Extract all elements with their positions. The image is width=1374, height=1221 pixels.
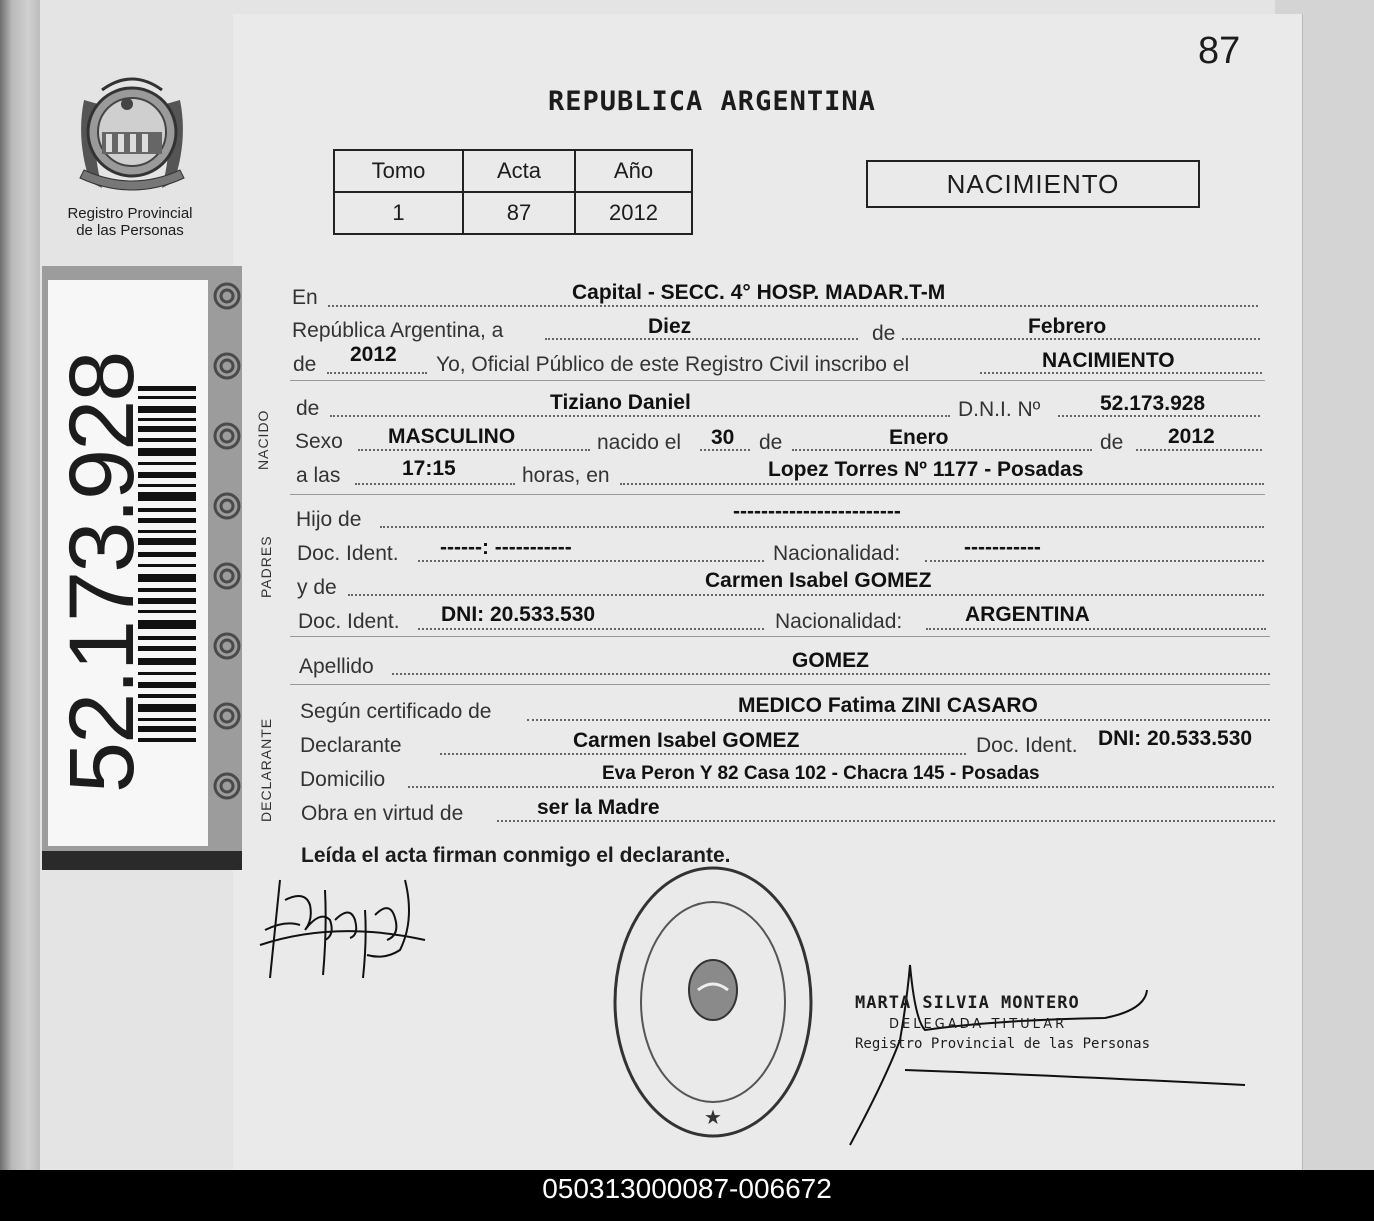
date-month: Febrero <box>1028 315 1107 338</box>
born-dni: 52.173.928 <box>1100 392 1206 415</box>
registrar-stamp <box>855 993 1150 1052</box>
born-month: Enero <box>889 426 949 449</box>
book-spine <box>0 0 40 1170</box>
dotted-line <box>358 449 590 451</box>
anio-header: Año <box>575 150 692 192</box>
dotted-line <box>925 560 1264 562</box>
born-time-label: a las <box>296 464 341 487</box>
dotted-line <box>497 820 1275 822</box>
address-value: Eva Peron Y 82 Casa 102 - Chacra 145 - Posadas <box>602 763 1040 784</box>
date-country-label: República Argentina, a <box>292 319 504 342</box>
acta-value: 87 <box>463 192 575 234</box>
dotted-line <box>1136 449 1262 451</box>
registrar-name: MARTA SILVIA MONTERO <box>855 993 1080 1013</box>
place-label: En <box>292 286 318 309</box>
anio-value: 2012 <box>575 192 692 234</box>
section-label-declarant: DECLARANTE <box>258 717 274 822</box>
place-value: Capital - SECC. 4° HOSP. MADAR.T-M <box>572 281 946 304</box>
date-de-label: de <box>872 322 896 345</box>
dotted-line <box>527 719 1270 721</box>
section-label-born: NACIDO <box>255 409 271 470</box>
dotted-line <box>330 415 950 417</box>
section-divider <box>290 636 1270 637</box>
dotted-line <box>926 628 1266 630</box>
section-divider <box>290 684 1270 685</box>
father-name: ------------------------ <box>733 500 901 523</box>
address-label: Domicilio <box>300 768 386 791</box>
section-divider <box>290 494 1265 495</box>
certificate-label: Según certificado de <box>300 700 492 723</box>
declarant-signature-icon <box>255 860 435 990</box>
date-day: Diez <box>648 315 692 338</box>
father-doc: ------: ----------- <box>440 536 572 559</box>
father-nationality: ----------- <box>964 536 1041 559</box>
father-nationality-label: Nacionalidad: <box>773 542 901 565</box>
acta-header: Acta <box>463 150 575 192</box>
mother-nationality-label: Nacionalidad: <box>775 610 903 633</box>
born-day: 30 <box>711 426 735 449</box>
dotted-line <box>380 526 1264 528</box>
born-year-de-label: de <box>1100 431 1124 454</box>
dotted-line <box>355 483 515 485</box>
declarant-doc-label: Doc. Ident. <box>976 734 1078 757</box>
born-sex: MASCULINO <box>388 425 516 448</box>
date-de2-label: de <box>293 353 317 376</box>
official-seal-text <box>618 866 619 867</box>
born-time: 17:15 <box>402 457 456 480</box>
record-table-values <box>334 192 692 234</box>
record-type-box: NACIMIENTO <box>866 160 1200 208</box>
province-crest-icon <box>72 70 192 200</box>
dotted-line <box>327 372 427 374</box>
registry-name-line1: Registro Provincial <box>67 205 193 222</box>
record-table <box>333 149 693 235</box>
dotted-line <box>620 483 1264 485</box>
registry-name-line2: de las Personas <box>76 222 184 239</box>
tomo-header: Tomo <box>334 150 463 192</box>
dotted-line <box>408 786 1274 788</box>
surname-value: GOMEZ <box>792 649 869 672</box>
father-doc-label: Doc. Ident. <box>297 542 399 565</box>
registrar-role: DELEGADA TITULAR <box>889 1017 1068 1032</box>
mother-nationality: ARGENTINA <box>965 603 1090 626</box>
section-divider <box>290 380 1265 381</box>
dotted-line <box>418 628 764 630</box>
born-dni-label: D.N.I. Nº <box>958 398 1041 421</box>
born-sex-label: Sexo <box>295 430 343 453</box>
declarant-doc: DNI: 20.533.530 <box>1098 727 1253 750</box>
capacity-value: ser la Madre <box>537 796 660 819</box>
mother-doc-label: Doc. Ident. <box>298 610 400 633</box>
child-of-label: Hijo de <box>296 508 362 531</box>
dotted-line <box>545 338 858 340</box>
registrar-signature-icon <box>845 960 1255 1150</box>
id-label-number: 52.173.928 <box>51 352 153 793</box>
tomo-value: 1 <box>334 192 463 234</box>
born-date-label: nacido el <box>597 431 682 454</box>
date-year: 2012 <box>350 343 397 366</box>
document-title: REPUBLICA ARGENTINA <box>548 86 876 117</box>
born-location: Lopez Torres Nº 1177 - Posadas <box>768 458 1084 481</box>
record-table-header <box>334 150 692 192</box>
capacity-label: Obra en virtud de <box>301 802 464 825</box>
section-label-parents: PADRES <box>258 535 274 598</box>
closing-statement: Leída el acta firman conmigo el declarante. <box>301 844 731 867</box>
and-label: y de <box>297 576 337 599</box>
svg-text:★: ★ <box>704 1105 722 1129</box>
dotted-line <box>440 753 966 755</box>
registry-name <box>50 205 210 239</box>
born-name: Tiziano Daniel <box>550 391 691 414</box>
certificate-value: MEDICO Fatima ZINI CASARO <box>738 694 1038 717</box>
dotted-line <box>328 305 1258 307</box>
mother-doc: DNI: 20.533.530 <box>441 603 596 626</box>
date-act: NACIMIENTO <box>1042 349 1175 372</box>
page-number: 87 <box>1198 30 1241 72</box>
official-seal-outer-text <box>618 866 619 867</box>
surname-label: Apellido <box>299 655 374 678</box>
born-year: 2012 <box>1168 425 1215 448</box>
declarant-name: Carmen Isabel GOMEZ <box>573 729 800 752</box>
dotted-line <box>418 560 764 562</box>
official-seal-icon <box>610 862 820 1142</box>
dotted-line <box>348 594 1264 596</box>
declarant-label: Declarante <box>300 734 402 757</box>
date-statement-label: Yo, Oficial Público de este Registro Civil inscribo el <box>436 353 910 376</box>
mother-name: Carmen Isabel GOMEZ <box>705 569 932 592</box>
dotted-line <box>392 673 1270 675</box>
born-month-de-label: de <box>759 431 783 454</box>
born-hours-label: horas, en <box>522 464 610 487</box>
registrar-office: Registro Provincial de las Personas <box>855 1036 1151 1052</box>
document-code: 050313000087-006672 <box>542 1173 832 1204</box>
born-de-label: de <box>296 397 320 420</box>
